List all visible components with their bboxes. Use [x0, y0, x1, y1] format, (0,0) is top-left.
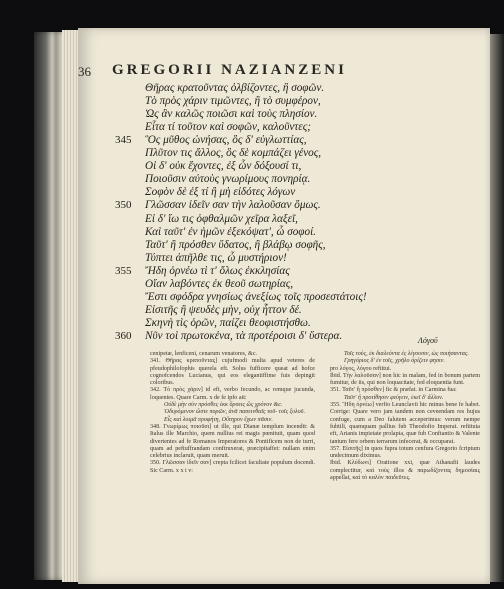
poem-line: Ἔστι σφόδρα γνησίως ἀνεξίως τοῖς προσεστάτοις!	[145, 290, 367, 303]
poem-line: Ἤδη ὀρνέω τὶ τ' ὅλως ἐκκλησίας	[145, 264, 290, 277]
note-paragraph: cenipetæ, lenficeni, cenarum venatores, &c.	[150, 351, 257, 357]
footnotes-right-column	[330, 351, 480, 482]
poem-line: Ὡς ἂν καλῶς ποιῶσι καὶ τοὺς πλησίον.	[145, 108, 318, 121]
footnotes	[150, 351, 480, 551]
line-number: 360	[115, 329, 132, 342]
poem-line: Σκηνὴ τὶς ὁρῶν, παίζει θεοφιστήσθω.	[145, 316, 311, 329]
poem-line: Καὶ ταῦτ' ἐν ἡμῶν ἐξεκόψατ', ὦ σοφοί.	[145, 225, 316, 238]
poem-line: Ταῦτ' ἢ πρόσθεν ὕδατος, ἢ βλάβῳ σοφῆς,	[145, 238, 326, 251]
note-paragraph: 351. Ταῦτ' ἢ πρόσθεν] fic & præfat. in Carmina fua:	[330, 387, 457, 394]
line-number: 345	[115, 134, 132, 147]
poem-line: Τύπτει ἀπῆλθε τις, ὦ μυστήριον!	[145, 251, 287, 264]
note-paragraph: Ταῦτ' ἢ προτίθησιν φεύγειν, ἐκεῖ δ' ἄλλον.	[344, 394, 444, 401]
note-paragraph: Οὐδὲ μὴν σὺν πρόσθες ἐκκ ὅρσεις ὥς χρόνον &c.	[164, 402, 283, 409]
line-number: 350	[115, 199, 132, 212]
line-number: 355	[115, 264, 132, 277]
note-paragraph: Ὀδυρόμενον ὥστε πορῶν, ἀνᾶ πασεινθαῖς τοῦ- τοῖς ξυλοῦ.	[164, 409, 305, 416]
note-paragraph: 341. Θῆρας κρατοῦντας] cujufmodi multa apud veteres de pfeudophilofophis querela eft. Solus fufficere queat ad hofce cognofcendos Lucianus, qui eos elegantiffime fuis depingit coloribus.	[150, 358, 315, 387]
poem-line: Οἱ δ' οὐκ ἔχοντες, ἐξ ὧν δόξουσί τι,	[145, 160, 302, 173]
poem-line: Εἰσιτῆς ἢ ψευδὲς μὴν, οὐχ ἧττον δέ.	[145, 303, 302, 316]
poem-line: Νῦν τοὶ πρωτοκένα, τὰ προτέροισι δ' ὕστερα.	[145, 329, 343, 342]
note-paragraph: Τοῖς τούς, ἐκ διαλεόντα ἐς λέγουσιν, ὡς ποιήσαντας.	[344, 351, 469, 357]
note-paragraph: 348. Γνωρίμως ποιοῦσι] ut ille, qui Dianæ templum incendit: & Italus ille Marchio, quem nullius rei magis pœnituit, quam quod divertentes ad fe Romanos Imperatores & Pontificem non de turri, quam ad peftuffrandam conftruxerat, præcipitaffet: nullam enim celebrius inclaruit, quam meruit.	[150, 423, 315, 460]
poem-line: Πλῦτον τις ἄλλος, ὃς δὲ κομπάζει γένος,	[145, 147, 322, 160]
note-paragraph: 357. Εἰσιτῆς] in quos fupra totum cenfura Gregorio fcriptum undecimum diximus.	[330, 445, 480, 460]
note-paragraph: Γρηγόριος δ' ἐν τοῖς, χρῆλο ὀρίζειν φησιν.	[344, 358, 445, 365]
poem-line: Οἴαν λαβόντες ἐκ θεοῦ σωτηρίας,	[145, 277, 294, 290]
poem-line: Ὃς μῦθος ὠνήσας, ὃς δ' εὐγλωττίας,	[145, 134, 307, 147]
note-paragraph: Ibid. Τὴν λαλοῦσαν] non hic in malam, fed in bonum partem fumitur, de iis, qui non loquacitate, fed eloquentia funt.	[330, 372, 480, 387]
poem-line: Ποιοῦσιν αὐτοὺς γνωρίμους πονηρίᾳ.	[145, 173, 311, 186]
note-paragraph: 350. Γλῶσσαν ἰδεῖν σαν] crepta fcilicet facultate populum docendi. Sic Carm. x x i v:	[150, 460, 315, 474]
note-paragraph: Ibid. Κλύδωνι] Oratione xxi, quæ Athanafii laudes complectitur, καὶ τοὺς illos & παρωδίζοντας δημοσίαις appellat, καὶ τὸ καλὸν παιδεῦτες.	[330, 460, 480, 482]
page-right-edge	[490, 34, 504, 582]
poem-line: Γλῶσσαν ἰδεῖν σαν τὴν λαλοῦσαν ὅμως.	[145, 199, 321, 212]
poem-line: Τὸ πρὸς χάριν τιμῶντες, ἢ τὸ συμφέρον,	[145, 95, 321, 108]
poem-line: Θῆρας κρατοῦντας ὀλβίζοντες, ἢ σοφῶν.	[145, 82, 325, 94]
poem-line: Εἶτα τί τοῦτον καὶ σοφῶν, καλοῦντες;	[145, 121, 311, 134]
poem-line: Σοφὸν δὲ ἐξ τί ἢ μὴ εἰδότες λόγων	[145, 186, 296, 199]
poem-line: Εἰ δ' ἴω τις ὀφθαλμῶν χεῖρα λαξεῖ,	[145, 212, 298, 225]
note-paragraph: pro λόγος, λόγου reftitui.	[330, 365, 392, 372]
note-paragraph: 355. Ἤδη ὀρνέω] verfio Leunclavii hic minus bene fe habet. Corrige: Quare vero jam tandem non ceveendam res hujus confuge, cum a Deo falutem acceperimus: verum nempe fubtili, quamquam pallius fub Theodofio Imperat. reftituta eft, Arianis impietate prolapia, quæ fub Conftantio & Valente tantum fere orbem terrarum infecerat, & occuparat.	[330, 402, 480, 445]
note-paragraph: 342. Τὸ πρὸς χάριν] id eft, verbo fecundo, ac remque jucunda, loquentes. Quare Carm. x de fe ipfo ait:	[150, 387, 315, 401]
page-number: 36	[78, 64, 91, 79]
note-paragraph: Εἶς καὶ λοιμᾶ προφήτη, Οὔτηρον ἔχων πᾶσιν.	[164, 416, 273, 423]
footnotes-left-column	[150, 351, 315, 475]
catchword: Λόγοῦ	[418, 336, 438, 345]
running-head: GREGORII NAZIANZENI	[112, 62, 347, 78]
